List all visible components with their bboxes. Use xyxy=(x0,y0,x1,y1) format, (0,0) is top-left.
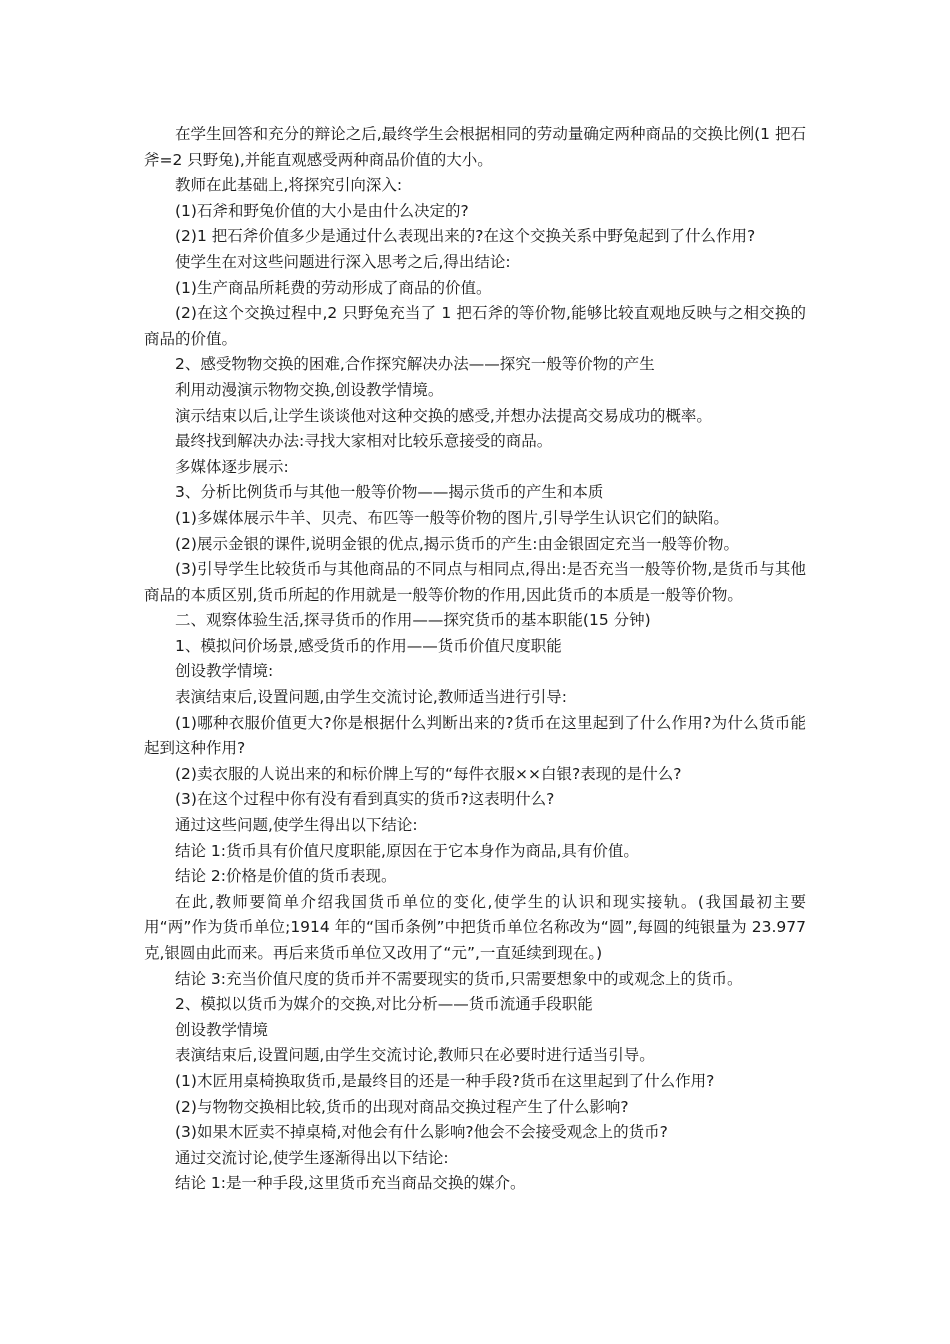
section-heading: 二、观察体验生活,探寻货币的作用——探究货币的基本职能(15 分钟) xyxy=(175,611,651,630)
paragraph: (1)多媒体展示牛羊、贝壳、布匹等一般等价物的图片,引导学生认识它们的缺陷。 xyxy=(175,508,729,527)
paragraph: 结论 1:货币具有价值尺度职能,原因在于它本身作为商品,具有价值。 xyxy=(175,841,639,860)
section-heading: 2、模拟以货币为媒介的交换,对比分析——货币流通手段职能 xyxy=(175,995,593,1014)
paragraph: 结论 1:是一种手段,这里货币充当商品交换的媒介。 xyxy=(175,1174,526,1193)
paragraph: 演示结束以后,让学生谈谈他对这种交换的感受,并想办法提高交易成功的概率。 xyxy=(175,406,712,425)
paragraph: 多媒体逐步展示: xyxy=(175,457,289,476)
paragraph: (3)如果木匠卖不掉桌椅,对他会有什么影响?他会不会接受观念上的货币? xyxy=(175,1123,668,1142)
paragraph: (2)1 把石斧价值多少是通过什么表现出来的?在这个交换关系中野兔起到了什么作用? xyxy=(175,227,756,246)
document-body xyxy=(144,122,806,1197)
paragraph: 使学生在对这些问题进行深入思考之后,得出结论: xyxy=(175,252,511,271)
section-heading: 1、模拟问价场景,感受货币的作用——货币价值尺度职能 xyxy=(175,636,562,655)
paragraph: (1)木匠用桌椅换取货币,是最终目的还是一种手段?货币在这里起到了什么作用? xyxy=(175,1071,715,1090)
paragraph: 通过这些问题,使学生得出以下结论: xyxy=(175,816,418,835)
paragraph: 利用动漫演示物物交换,创设教学情境。 xyxy=(175,380,444,399)
paragraph: (2)卖衣服的人说出来的和标价牌上写的“每件衣服××白银?表现的是什么? xyxy=(175,764,682,783)
paragraph: 最终找到解决办法:寻找大家相对比较乐意接受的商品。 xyxy=(175,432,553,451)
paragraph: 教师在此基础上,将探究引向深入: xyxy=(175,176,403,195)
paragraph: 在此,教师要简单介绍我国货币单位的变化,使学生的认识和现实接轨。(我国最初主要用“两”作为货币单位;1914 年的“国币条例”中把货币单位名称改为“圆”,每圆的纯银量为 23.977 克,银圆由此而来。再后来货币单位又改用了“元”,一直延续到现在。) xyxy=(144,892,806,962)
paragraph: (3)在这个过程中你有没有看到真实的货币?这表明什么? xyxy=(175,790,555,809)
paragraph: (2)在这个交换过程中,2 只野兔充当了 1 把石斧的等价物,能够比较直观地反映与之相交换的商品的价值。 xyxy=(144,304,806,348)
paragraph: 创设教学情境: xyxy=(175,662,274,681)
paragraph: (2)与物物交换相比较,货币的出现对商品交换过程产生了什么影响? xyxy=(175,1097,629,1116)
paragraph: (1)生产商品所耗费的劳动形成了商品的价值。 xyxy=(175,278,492,297)
section-heading: 3、分析比例货币与其他一般等价物——揭示货币的产生和本质 xyxy=(175,483,604,502)
paragraph: (2)展示金银的课件,说明金银的优点,揭示货币的产生:由金银固定充当一般等价物。 xyxy=(175,534,740,553)
paragraph: 创设教学情境 xyxy=(175,1020,269,1039)
paragraph: 表演结束后,设置问题,由学生交流讨论,教师适当进行引导: xyxy=(175,688,568,707)
paragraph: (1)石斧和野兔价值的大小是由什么决定的? xyxy=(175,201,469,220)
paragraph: 结论 3:充当价值尺度的货币并不需要现实的货币,只需要想象中的或观念上的货币。 xyxy=(175,969,743,988)
paragraph: 表演结束后,设置问题,由学生交流讨论,教师只在必要时进行适当引导。 xyxy=(175,1046,655,1065)
section-heading: 2、感受物物交换的困难,合作探究解决办法——探究一般等价物的产生 xyxy=(175,355,655,374)
paragraph: 在学生回答和充分的辩论之后,最终学生会根据相同的劳动量确定两种商品的交换比例(1 把石斧=2 只野兔),并能直观感受两种商品价值的大小。 xyxy=(144,125,807,169)
paragraph: 通过交流讨论,使学生逐渐得出以下结论: xyxy=(175,1148,449,1167)
paragraph: (3)引导学生比较货币与其他商品的不同点与相同点,得出:是否充当一般等价物,是货币与其他商品的本质区别,货币所起的作用就是一般等价物的作用,因此货币的本质是一般等价物。 xyxy=(144,560,806,604)
paragraph: (1)哪种衣服价值更大?你是根据什么判断出来的?货币在这里起到了什么作用?为什么货币能起到这种作用? xyxy=(144,713,806,758)
paragraph: 结论 2:价格是价值的货币表现。 xyxy=(175,867,397,886)
